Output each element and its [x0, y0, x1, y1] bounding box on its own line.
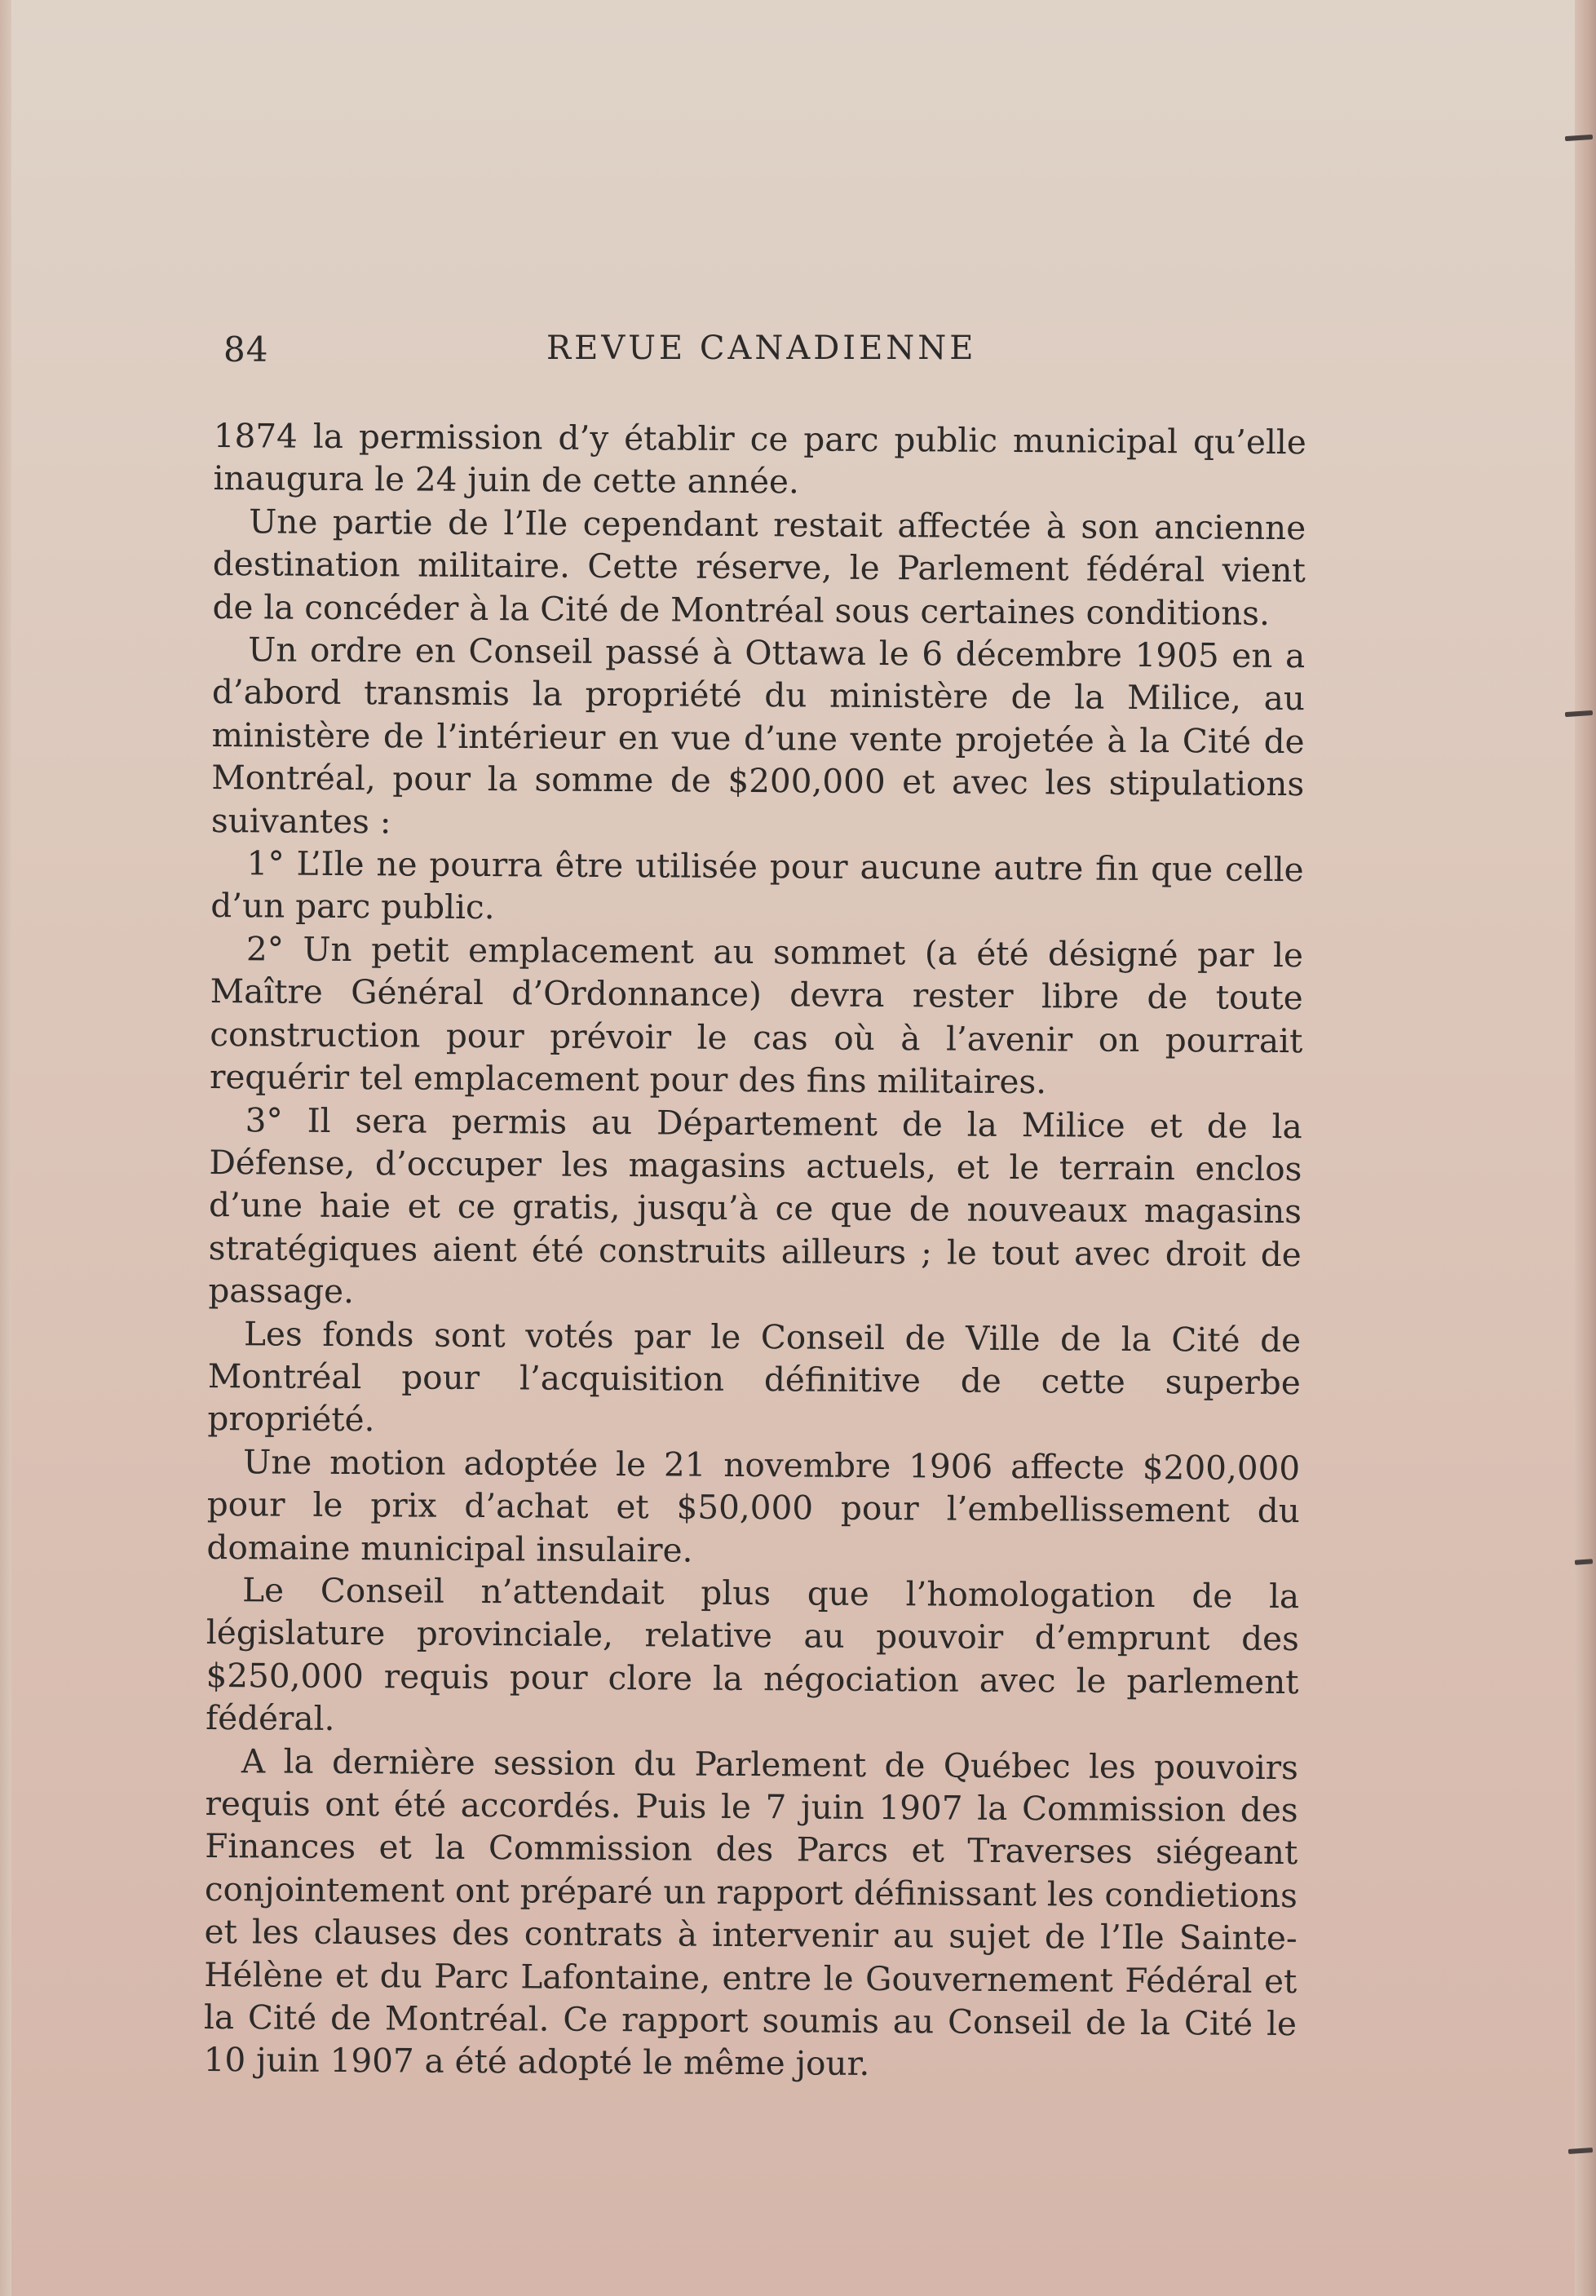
stipulation-3: 3° Il sera permis au Département de la Milice et de la Défense, d’occuper les magasins actuels, et le terrain enclos d’une haie et ce gratis, jusqu’à ce que de nouveaux magasins stratégiques aient été construits ailleurs ; le tout avec droit de passage.	[208, 1099, 1302, 1312]
page-left-edge	[0, 0, 11, 2296]
stipulation-2: 2° Un petit emplacement au sommet (a été désigné par le Maître Général d’Ordonnance) devra rester libre de toute construction pour prévoir le cas où à l’avenir on pourrait requérir tel emplacement pour des fins militaires.	[209, 929, 1304, 1102]
paragraph: Les fonds sont votés par le Conseil de Ville de la Cité de Montréal pour l’acquisition définitive de cette superbe propriété.	[207, 1313, 1302, 1440]
stipulation-1: 1° L’Ile ne pourra être utilisée pour aucune autre fin que celle d’un parc public.	[210, 843, 1304, 927]
body-text	[204, 414, 1306, 2088]
paragraph: A la dernière session du Parlement de Québec les pouvoirs requis ont été accordés. Puis le 7 juin 1907 la Commission des Finances et la Commission des Parcs et Traverses siégeant conjointement ont préparé un rapport définissant les condietions et les clauses des contrats à intervenir au sujet de l’Ile Sainte-Hélène et du Parc Lafontaine, entre le Gouvernement Fédéral et la Cité de Montréal. Ce rapport soumis au Conseil de la Cité le 10 juin 1907 a été adopté le même jour.	[203, 1741, 1299, 2084]
paragraph: Une partie de l’Ile cependant restait affectée à son ancienne destination militaire. Cette réserve, le Parlement fédéral vient de la concéder à la Cité de Montréal sous certaines conditions.	[212, 502, 1306, 633]
paragraph-continuation: 1874 la permission d’y établir ce parc public municipal qu’elle inaugura le 24 juin de cette année.	[213, 415, 1306, 502]
paragraph: Un ordre en Conseil passé à Ottawa le 6 décembre 1905 en a d’abord transmis la propriété du ministère de la Milice, au ministère de l’intérieur en vue d’une vente projetée à la Cité de Montréal, pour la somme de $200,000 et avec les stipulations suivantes :	[210, 630, 1306, 841]
paragraph: Une motion adoptée le 21 novembre 1906 affecte $200,000 pour le prix d’achat et $50,000 pour l’embellissement du domaine municipal insulaire.	[206, 1441, 1301, 1570]
page-right-edge	[1575, 0, 1596, 2296]
page-number: 84	[223, 330, 269, 369]
paragraph: Le Conseil n’attendait plus que l’homologation de la législature provinciale, relative au pouvoir d’emprunt des $250,000 requis pour clore la négociation avec le parlement fédéral.	[206, 1570, 1300, 1739]
journal-title: REVUE CANADIENNE	[546, 330, 977, 367]
running-head	[223, 330, 1006, 378]
